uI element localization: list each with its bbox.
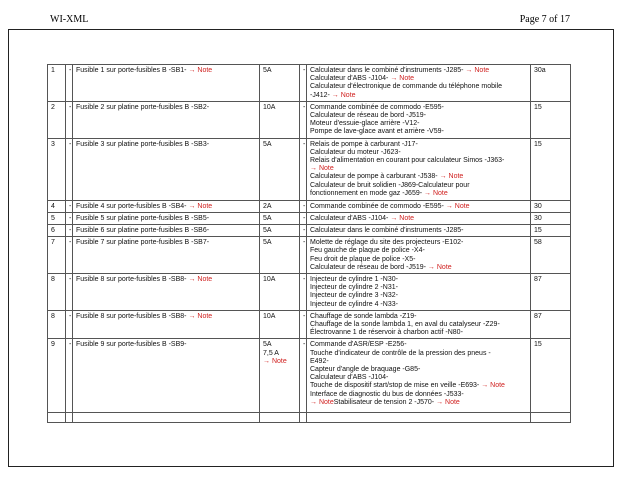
amperage-value: 5A xyxy=(263,214,272,222)
fuse-description-text: Fusible 3 sur platine porte-fusibles B -SB3- xyxy=(76,140,210,148)
terminal: 15 xyxy=(531,225,571,237)
row-dash: - xyxy=(66,225,73,237)
fuse-description xyxy=(73,101,260,138)
fuse-description-text: Fusible 7 sur platine porte-fusibles B -SB7- xyxy=(76,239,210,247)
row-dash: - xyxy=(66,237,73,274)
row-dash: - xyxy=(300,339,307,413)
note-link[interactable]: → Note xyxy=(424,189,448,197)
consumer-list xyxy=(307,200,531,212)
fuse-number xyxy=(48,413,66,423)
consumer-text: Capteur d'angle de braquage -G85- xyxy=(310,366,421,374)
note-link[interactable]: → Note xyxy=(331,91,356,99)
consumer-text: Chauffage de sonde lambda -Z19- xyxy=(310,312,417,320)
fuse-description-text: Fusible 9 sur porte-fusibles B -SB9- xyxy=(76,341,187,349)
note-link[interactable]: → Note xyxy=(445,202,470,210)
table-row xyxy=(48,200,571,212)
note-link[interactable]: → Note xyxy=(465,67,490,74)
consumer-text: Commande d'ASR/ESP -E256- xyxy=(310,341,407,349)
note-link[interactable]: → Note xyxy=(481,382,505,390)
amperage-value: 10A xyxy=(263,276,276,284)
table-row xyxy=(48,65,571,102)
fuse-amperage xyxy=(260,310,300,339)
consumer-line xyxy=(310,391,528,399)
consumer-text: Touche de dispositif start/stop de mise en veille -E693- xyxy=(310,382,480,390)
note-link[interactable]: → Note xyxy=(188,276,213,284)
consumer-list xyxy=(307,65,531,102)
consumer-text: Électrovanne 1 de réservoir à charbon actif -N80- xyxy=(310,329,463,337)
consumer-line xyxy=(310,256,528,264)
row-dash: - xyxy=(300,65,307,102)
fuse-number: 8 xyxy=(48,274,66,311)
consumer-text: Chauffage de la sonde lambda 1, en aval du catalyseur -Z29- xyxy=(310,321,500,329)
consumer-list xyxy=(307,212,531,224)
fuse-number: 7 xyxy=(48,237,66,274)
fuse-amperage xyxy=(260,413,300,423)
note-link[interactable]: → Note xyxy=(188,312,213,320)
row-dash: - xyxy=(66,101,73,138)
note-link[interactable]: → Note xyxy=(427,263,452,271)
consumer-line xyxy=(310,120,528,128)
terminal xyxy=(531,413,571,423)
terminal: 87 xyxy=(531,274,571,311)
row-dash: - xyxy=(66,212,73,224)
amperage-value: 5A xyxy=(263,140,272,148)
terminal: 15 xyxy=(531,101,571,138)
row-dash: - xyxy=(300,274,307,311)
consumer-text: Molette de réglage du site des projecteurs -E102- xyxy=(310,239,464,247)
consumer-line xyxy=(310,341,528,349)
note-link[interactable]: → Note xyxy=(390,75,415,83)
fuse-description-text: Fusible 6 sur platine porte-fusibles B -SB6- xyxy=(76,227,210,235)
consumer-line xyxy=(310,374,528,382)
consumer-text: Stabilisateur de tension 2 -J570- xyxy=(333,398,435,406)
consumer-text: fonctionnement en mode gaz -J659- xyxy=(310,189,423,197)
consumer-text: Calculateur dans le combiné d'instruments -J285- xyxy=(310,227,464,235)
fuse-number: 8 xyxy=(48,310,66,339)
consumer-text: Relais d'alimentation en courant pour calculateur Simos -J363- xyxy=(310,157,505,165)
table-row xyxy=(48,310,571,339)
table-row xyxy=(48,101,571,138)
consumer-list xyxy=(307,138,531,200)
table-row xyxy=(48,212,571,224)
consumer-line xyxy=(310,141,528,149)
row-dash: - xyxy=(66,274,73,311)
consumer-text: Injecteur de cylindre 4 -N33- xyxy=(310,300,398,308)
fuse-description-text: Fusible 1 sur porte-fusibles B -SB1- xyxy=(76,67,187,74)
amperage-value: 10A xyxy=(263,312,276,320)
amperage-value: 2A xyxy=(263,202,272,210)
row-dash: - xyxy=(300,212,307,224)
fuse-amperage xyxy=(260,339,300,413)
consumer-text: Feu droit de plaque de police -X5- xyxy=(310,255,416,263)
table-row xyxy=(48,339,571,413)
consumer-text: Relais de pompe à carburant -J17- xyxy=(310,140,418,148)
fuse-amperage xyxy=(260,274,300,311)
consumer-line xyxy=(310,83,528,91)
note-link[interactable]: → Note xyxy=(436,398,460,406)
consumer-text: Calculateur d'ABS -J104- xyxy=(310,374,389,382)
consumer-line xyxy=(310,92,528,100)
consumer-line xyxy=(310,165,528,173)
amperage-value: 5A xyxy=(263,227,272,235)
header-rule xyxy=(8,29,614,30)
amperage-value: 5A xyxy=(263,239,272,247)
fuse-number: 6 xyxy=(48,225,66,237)
row-dash: - xyxy=(300,200,307,212)
page-header xyxy=(50,14,570,28)
note-link[interactable]: → Note xyxy=(439,173,464,181)
page-frame-left xyxy=(8,29,9,466)
consumer-line xyxy=(310,399,528,407)
fuse-number: 4 xyxy=(48,200,66,212)
table-row xyxy=(48,274,571,311)
fuse-description xyxy=(73,237,260,274)
consumer-line xyxy=(310,149,528,157)
fuse-amperage xyxy=(260,138,300,200)
row-dash: - xyxy=(300,138,307,200)
table-row xyxy=(48,237,571,274)
fuse-description-text: Fusible 2 sur platine porte-fusibles B -SB2- xyxy=(76,103,210,111)
consumer-text: Calculateur de réseau de bord -J519- xyxy=(310,112,426,120)
fuse-description xyxy=(73,225,260,237)
row-dash: - xyxy=(300,310,307,339)
consumer-list xyxy=(307,413,531,423)
row-dash: - xyxy=(66,339,73,413)
fuse-description-text: Fusible 8 sur porte-fusibles B -SB8- xyxy=(76,276,187,284)
fuse-amperage xyxy=(260,225,300,237)
consumer-line xyxy=(310,128,528,136)
consumer-line xyxy=(310,157,528,165)
note-link[interactable]: → Note xyxy=(188,202,213,210)
fuse-amperage xyxy=(260,200,300,212)
consumer-line xyxy=(310,112,528,120)
fuse-number: 2 xyxy=(48,101,66,138)
consumer-line xyxy=(310,215,528,223)
terminal: 30 xyxy=(531,212,571,224)
consumer-line xyxy=(310,182,528,190)
consumer-line xyxy=(310,366,528,374)
consumer-text: Calculateur de réseau de bord -J519- xyxy=(310,263,426,271)
fuse-description-text: Fusible 8 sur porte-fusibles B -SB8- xyxy=(76,312,187,320)
consumer-line xyxy=(310,301,528,309)
consumer-text: Injecteur de cylindre 1 -N30- xyxy=(310,276,398,284)
consumer-text: Calculateur d'ABS -J104- xyxy=(310,75,389,83)
terminal: 87 xyxy=(531,310,571,339)
consumer-text: Injecteur de cylindre 3 -N32- xyxy=(310,292,398,300)
consumer-list xyxy=(307,237,531,274)
note-link[interactable]: → Note xyxy=(188,67,213,74)
fuse-description xyxy=(73,200,260,212)
terminal: 58 xyxy=(531,237,571,274)
amperage-value: 7,5 A xyxy=(263,349,279,357)
fuse-number: 3 xyxy=(48,138,66,200)
consumer-text: Calculateur du moteur -J623- xyxy=(310,148,401,156)
consumer-line xyxy=(310,227,528,235)
consumer-text: Feu gauche de plaque de police -X4- xyxy=(310,247,425,255)
terminal: 30a xyxy=(531,65,571,102)
row-dash: - xyxy=(300,101,307,138)
consumer-text: E492- xyxy=(310,357,329,365)
consumer-text: Interface de diagnostic du bus de données -J533- xyxy=(310,390,464,398)
fuse-description-text: Fusible 4 sur porte-fusibles B -SB4- xyxy=(76,202,187,210)
consumer-list xyxy=(307,101,531,138)
fuse-number: 1 xyxy=(48,65,66,102)
amperage-value: 5A xyxy=(263,67,272,74)
consumer-line xyxy=(310,329,528,337)
consumer-line xyxy=(310,358,528,366)
consumer-line xyxy=(310,284,528,292)
consumer-text: Calculateur de bruit solidien -J869-Calculateur pour xyxy=(310,181,470,189)
consumer-line xyxy=(310,239,528,247)
row-dash: - xyxy=(66,200,73,212)
consumer-text: Touche d'indicateur de contrôle de la pression des pneus - xyxy=(310,349,491,357)
fuse-amperage xyxy=(260,237,300,274)
document-title: WI-XML xyxy=(50,14,89,25)
fuse-amperage xyxy=(260,65,300,102)
consumer-list xyxy=(307,274,531,311)
fuse-description-text: Fusible 5 sur platine porte-fusibles B -SB5- xyxy=(76,214,210,222)
note-link[interactable]: → Note xyxy=(390,214,415,222)
fuse-number: 5 xyxy=(48,212,66,224)
consumer-line xyxy=(310,203,528,211)
table-row xyxy=(48,413,571,423)
consumer-line xyxy=(310,173,528,181)
consumer-line xyxy=(310,382,528,390)
consumer-text: Calculateur d'ABS -J104- xyxy=(310,214,389,222)
consumer-line xyxy=(310,67,528,75)
consumer-line xyxy=(310,247,528,255)
note-link[interactable]: → Note xyxy=(310,398,334,406)
amperage-value: 10A xyxy=(263,103,276,111)
consumer-text: Moteur d'essuie-glace arrière -V12- xyxy=(310,120,420,128)
consumer-list xyxy=(307,310,531,339)
consumer-line xyxy=(310,104,528,112)
consumer-text: -J412- xyxy=(310,91,330,99)
consumer-line xyxy=(310,276,528,284)
consumer-text: Calculateur dans le combiné d'instruments -J285- xyxy=(310,67,464,74)
table-row xyxy=(48,225,571,237)
consumer-line xyxy=(310,292,528,300)
fuse-description xyxy=(73,212,260,224)
terminal: 15 xyxy=(531,339,571,413)
row-dash xyxy=(66,413,73,423)
consumer-text: Injecteur de cylindre 2 -N31- xyxy=(310,284,398,292)
consumer-list xyxy=(307,339,531,413)
fuse-number: 9 xyxy=(48,339,66,413)
note-link[interactable]: → Note xyxy=(310,165,334,173)
fuse-amperage xyxy=(260,101,300,138)
row-dash xyxy=(300,413,307,423)
fuse-description xyxy=(73,339,260,413)
footer-rule xyxy=(8,466,614,467)
fuse-description xyxy=(73,413,260,423)
consumer-text: Calculateur d'électronique de commande du téléphone mobile xyxy=(310,83,503,91)
terminal: 15 xyxy=(531,138,571,200)
amperage-value: 5A xyxy=(263,341,272,349)
consumer-text: Calculateur de pompe à carburant -J538- xyxy=(310,173,438,181)
row-dash: - xyxy=(300,237,307,274)
page-number: Page 7 of 17 xyxy=(519,14,570,25)
consumer-line xyxy=(310,264,528,272)
fuse-amperage xyxy=(260,212,300,224)
fuse-description xyxy=(73,310,260,339)
fuse-description xyxy=(73,138,260,200)
page-frame-right xyxy=(613,29,614,466)
fuse-description xyxy=(73,65,260,102)
row-dash: - xyxy=(300,225,307,237)
row-dash: - xyxy=(66,65,73,102)
terminal: 30 xyxy=(531,200,571,212)
consumer-line xyxy=(310,350,528,358)
consumer-line xyxy=(310,313,528,321)
fuse-description xyxy=(73,274,260,311)
consumer-text: Pompe de lave-glace avant et arrière -V59- xyxy=(310,128,444,136)
consumer-list xyxy=(307,225,531,237)
note-link[interactable]: → Note xyxy=(263,357,287,365)
row-dash: - xyxy=(66,310,73,339)
row-dash: - xyxy=(66,138,73,200)
consumer-line xyxy=(310,75,528,83)
consumer-line xyxy=(310,190,528,198)
consumer-text: Commande combinée de commodo -E595- xyxy=(310,103,444,111)
table-row xyxy=(48,138,571,200)
fuse-table xyxy=(47,64,571,423)
consumer-text: Commande combinée de commodo -E595- xyxy=(310,202,444,210)
